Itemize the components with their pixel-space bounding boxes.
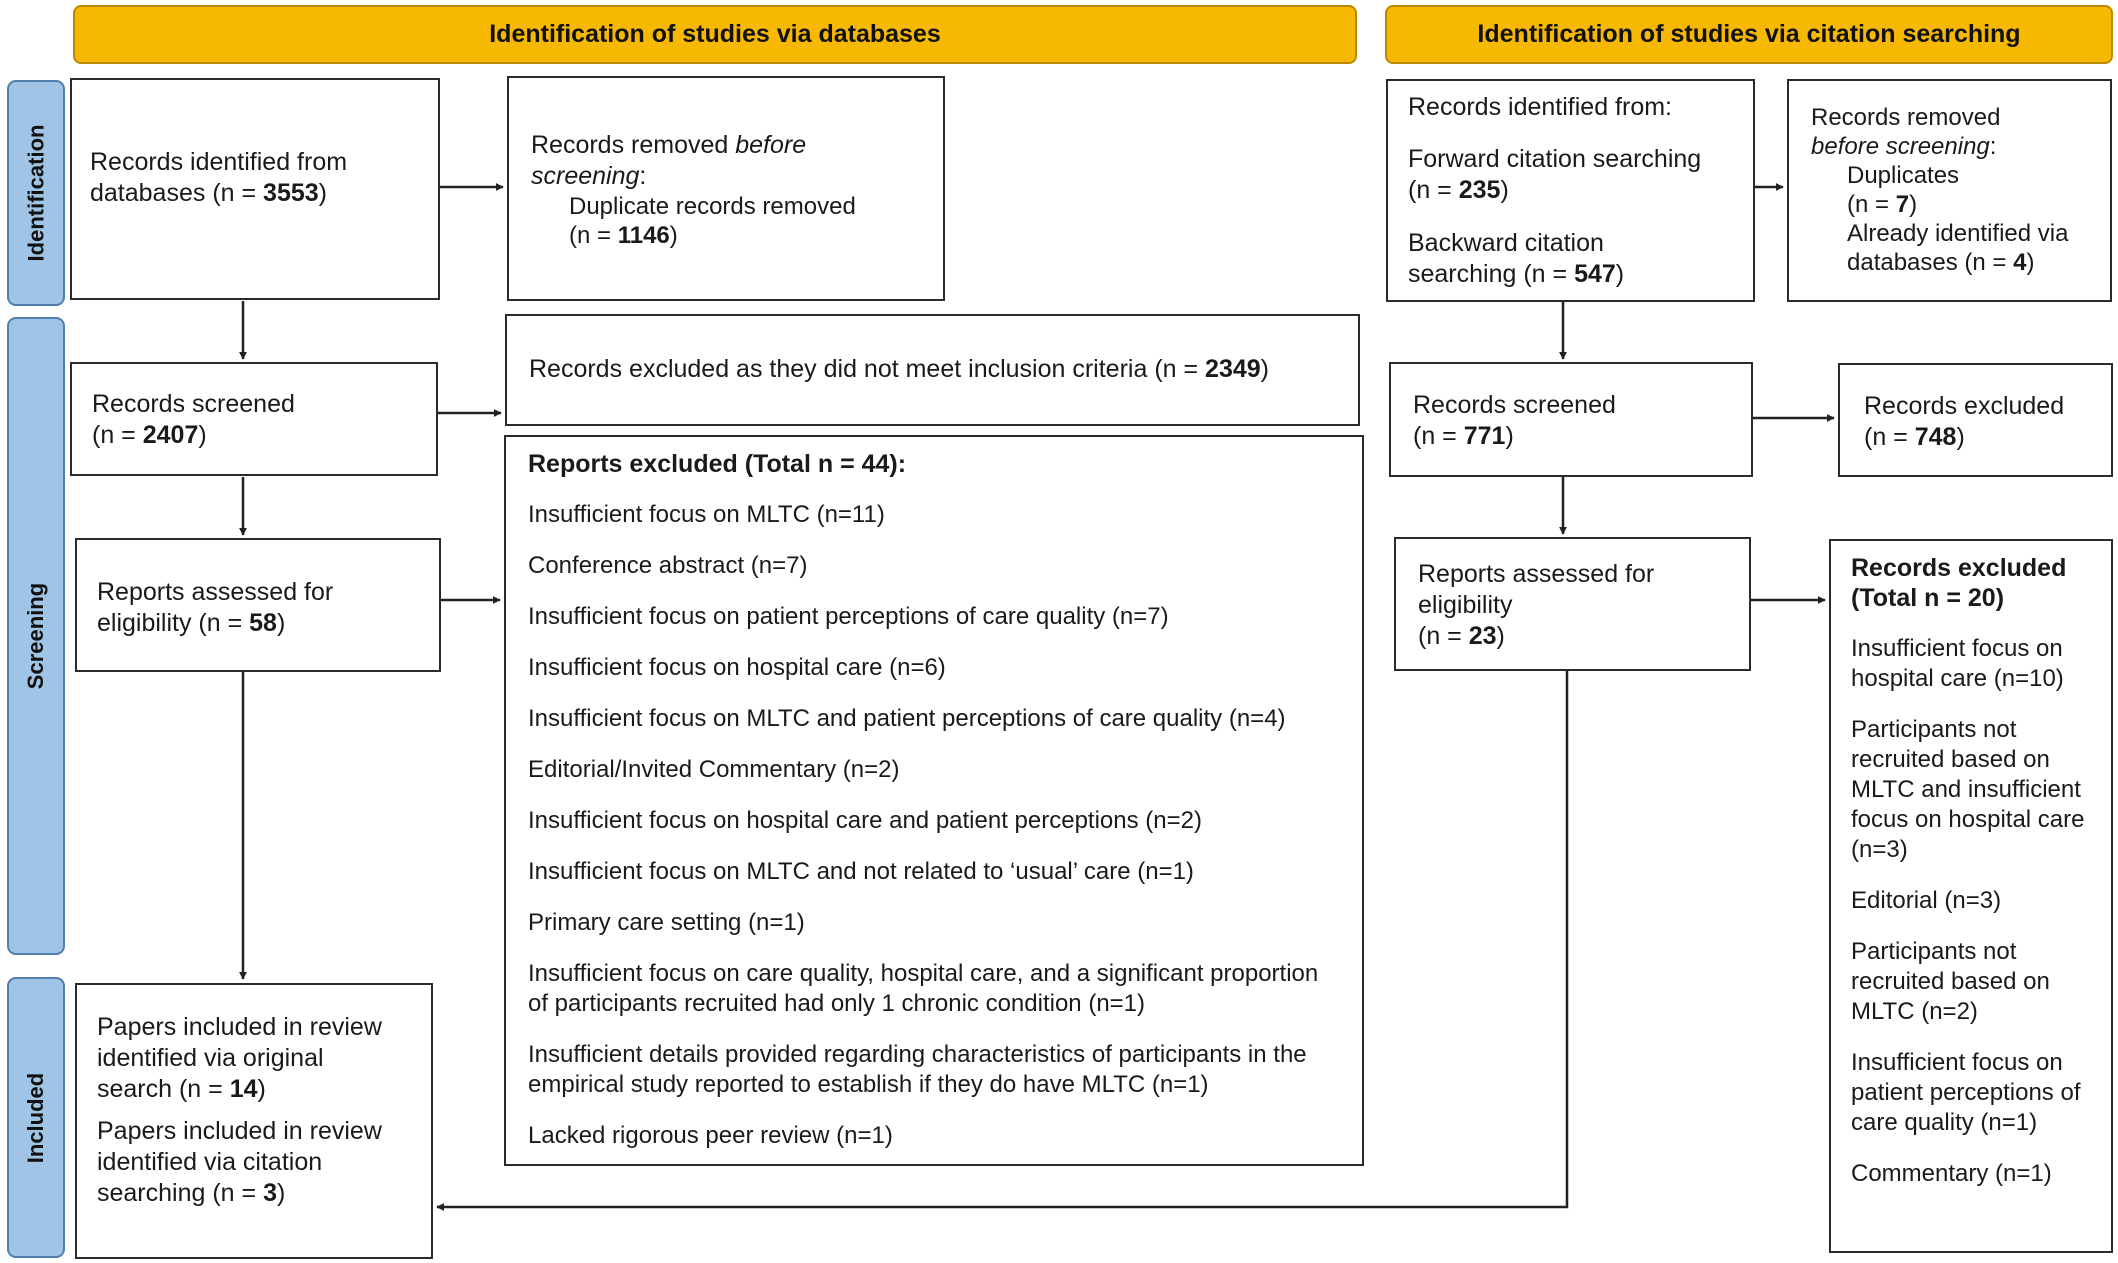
included-p1-line2: identified via original [97,1044,324,1072]
db-reports-excluded-title: Reports excluded (Total n = 44): [528,450,907,478]
db-excl-item: Insufficient focus on patient perceptions of care quality (n=7) [528,603,1169,630]
cit-forward-line1: Forward citation searching [1408,145,1702,173]
header-databases: Identification of studies via databases [73,5,1357,64]
db-removed-count: 1146 [617,222,670,249]
cit-excl-item: Editorial (n=3) [1851,887,2002,914]
db-excl-item: Insufficient focus on MLTC and not related to ‘usual’ care (n=1) [528,858,1194,885]
cit-removed-line1: Records removed [1811,104,2001,131]
db-removed-line1: Records removed before [531,131,807,159]
cit-identified-line1: Records identified from: [1408,93,1673,121]
cit-assessed-line2: eligibility [1418,591,1513,619]
db-identified-count: 3553 [263,179,319,207]
db-assessed-line1: Reports assessed for [97,578,334,606]
db-excl-item: Lacked rigorous peer review (n=1) [528,1122,893,1149]
db-removed-sub1: Duplicate records removed [569,193,856,220]
cit-backward-line2: searching (n = 547) [1408,260,1625,288]
cit-screened-count: 771 [1463,422,1506,450]
phase-included-label: Included [23,1072,49,1163]
cit-excluded-line1: Records excluded [1864,392,2065,420]
db-excluded-count: 2349 [1205,355,1261,383]
cit-backward-line1: Backward citation [1408,229,1604,257]
included-p2-line3: searching (n = 3) [97,1179,286,1207]
cit-excluded-count: 748 [1914,423,1957,451]
cit-records-excluded-title2: (Total n = 20) [1851,584,2005,612]
cit-removed-duplicates-count-line: (n = 7) [1847,191,1918,218]
cit-already-count: 4 [2013,249,2027,276]
cit-removed-already-line1: Already identified via [1847,220,2069,247]
db-excl-item: Primary care setting (n=1) [528,909,805,936]
included-p1-line1: Papers included in review [97,1013,382,1041]
db-identified-line1: Records identified from [90,148,348,176]
cit-screened-line1: Records screened [1413,391,1616,419]
header-citation-searching: Identification of studies via citation searching [1385,5,2113,64]
included-citation-count: 3 [263,1179,277,1207]
included-p1-line3: search (n = 14) [97,1075,266,1103]
arrow-cit-assessed-to-included [437,671,1567,1207]
cit-assessed-count: 23 [1468,622,1497,650]
cit-excl-item: Participants not recruited based on MLTC (n=2) [1851,938,2050,1025]
cit-excl-item: Participants not recruited based on MLTC and insufficient focus on hospital care (n=3) [1851,716,2085,863]
phase-identification-label: Identification [23,124,49,262]
db-excl-item: Insufficient focus on care quality, hospital care, and a significant proportion of participants recruited had only 1 chronic condition (n=1) [528,960,1319,1017]
db-excl-item: Insufficient focus on MLTC (n=11) [528,501,885,528]
cit-assessed-line1: Reports assessed for [1418,560,1655,588]
cit-excluded-line2: (n = 748) [1864,423,1965,451]
cit-removed-duplicates: Duplicates [1847,162,1960,189]
cit-excl-item: Commentary (n=1) [1851,1160,2052,1187]
db-assessed-count: 58 [249,609,277,637]
db-removed-line2: screening: [531,162,647,190]
db-removed-sub2: (n = 1146) [569,222,678,249]
db-screened-line1: Records screened [92,390,295,418]
cit-records-excluded-title1: Records excluded [1851,554,2067,582]
cit-duplicates-count: 7 [1895,191,1910,218]
db-identified-line2: databases (n = 3553) [90,179,327,207]
db-screened-count: 2407 [142,421,199,449]
phase-screening-label: Screening [23,582,48,690]
cit-removed-already-line2: databases (n = 4) [1847,249,2035,276]
db-excl-item: Conference abstract (n=7) [528,552,808,579]
included-p2-line2: identified via citation [97,1148,323,1176]
db-screened-line2: (n = 2407) [92,421,207,449]
db-excl-item: Insufficient details provided regarding characteristics of participants in the empirical study reported to establish if they do have MLTC (n=1) [528,1041,1307,1098]
cit-screened-line2: (n = 771) [1413,422,1514,450]
db-excl-item: Editorial/Invited Commentary (n=2) [528,756,900,783]
included-p2-line1: Papers included in review [97,1117,382,1145]
cit-removed-line2: before screening: [1811,133,1997,160]
cit-forward-line2: (n = 235) [1408,176,1509,204]
cit-excl-item: Insufficient focus on hospital care (n=10) [1851,635,2064,692]
cit-forward-count: 235 [1458,176,1501,204]
db-excl-item: Insufficient focus on hospital care (n=6) [528,654,946,681]
db-excl-item: Insufficient focus on MLTC and patient perceptions of care quality (n=4) [528,705,1286,732]
cit-assessed-line3: (n = 23) [1418,622,1505,650]
db-excl-item: Insufficient focus on hospital care and patient perceptions (n=2) [528,807,1202,834]
cit-excl-item: Insufficient focus on patient perceptions of care quality (n=1) [1851,1049,2081,1136]
cit-backward-count: 547 [1574,260,1616,288]
included-original-count: 14 [229,1075,258,1103]
db-excluded-text: Records excluded as they did not meet inclusion criteria (n = 2349) [529,355,1269,383]
db-assessed-line2: eligibility (n = 58) [97,609,286,637]
